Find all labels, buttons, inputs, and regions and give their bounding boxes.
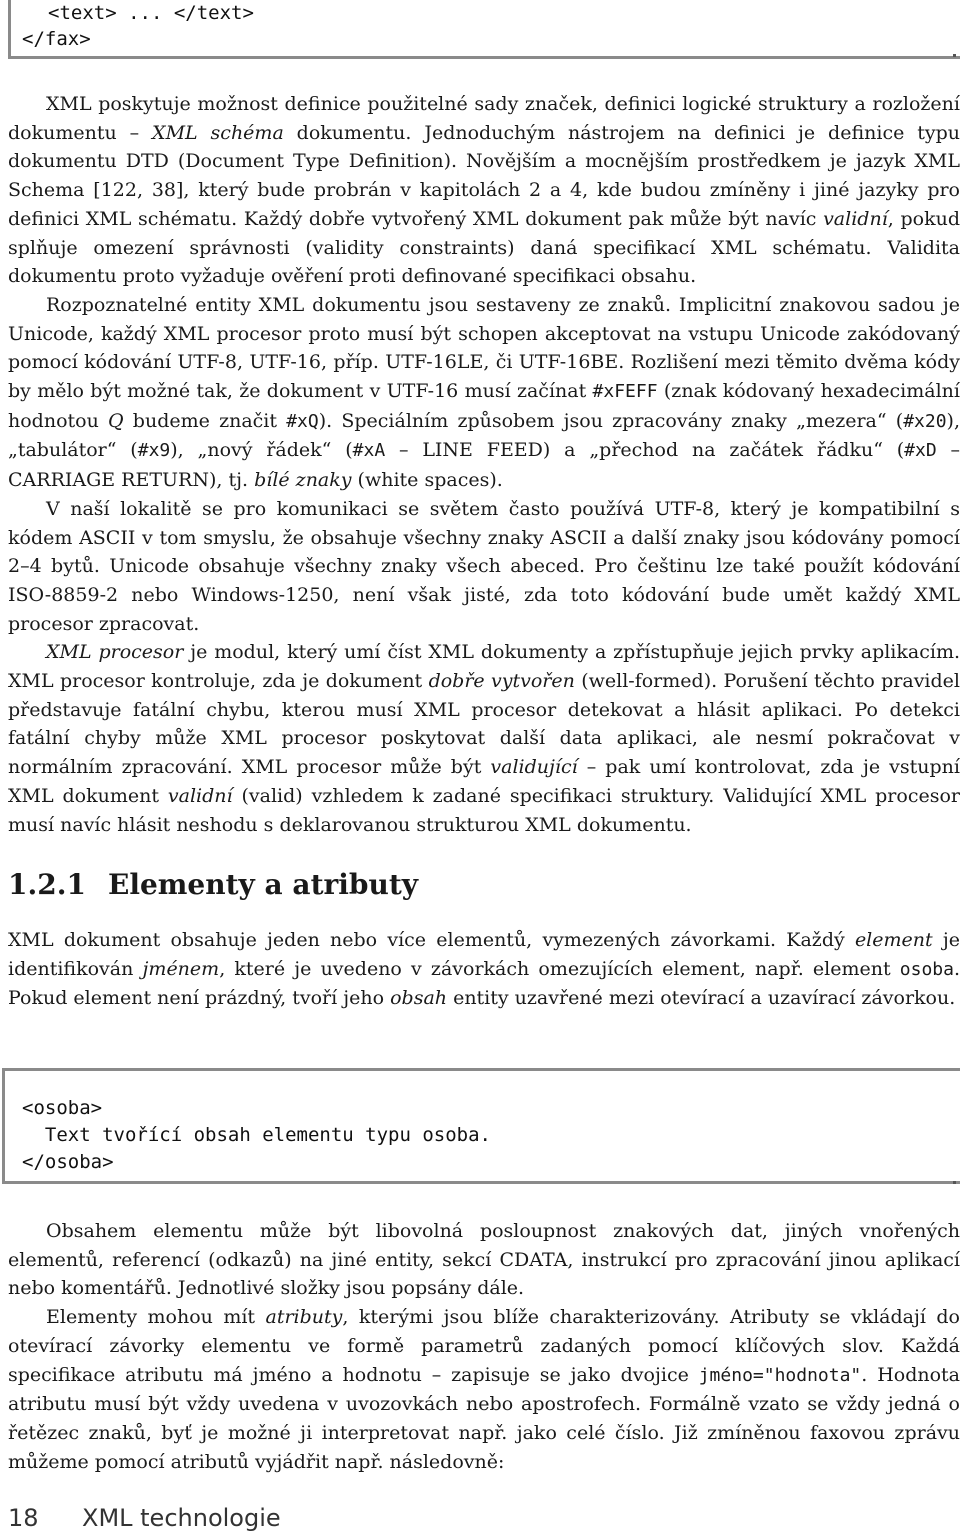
paragraph: XML dokument obsahuje jeden nebo více elementů, vymezených závorkami. Každý element je identifikován jménem, které je uvedeno v závorkách omezujících element, např. element osoba. Pokud element není prázdný, tvoří jeho obsah entity uzavřené mezi otevírací a uzavírací závorkou. (8, 929, 960, 1010)
paragraph: Elementy mohou mít atributy, kterými jsou blíže charakterizovány. Atributy se vkládají do otevírací závorky elementu ve formě parametrů zadaných pomocí klíčových slov. Každá specifikace atributu má jméno a hodnotu – zapisuje se jako dvojice jméno="hodnota". Hodnota atributu musí být vždy uvedena v uvozovkách nebo apostrofech. Formálně vzato se vždy jedná o řetězec znaků, byť je možné ji interpretovat např. jako celé číslo. Již zmíněnou faxovou zprávu můžeme pomocí atributů vyjádřit např. následovně: (8, 1306, 960, 1473)
body-text-lower (8, 1217, 960, 1476)
crop-mark (953, 1181, 956, 1184)
body-text-section (8, 926, 960, 1013)
code-line: Text tvořící obsah elementu typu osoba. (22, 1124, 491, 1146)
body-text-upper (8, 90, 960, 839)
section-title: Elementy a atributy (108, 868, 419, 901)
paragraph: XML poskytuje možnost definice použitelné sady značek, definici logické struktury a rozložení dokumentu – XML schéma dokumentu. Jednoduchým nástrojem na definici je definice typu dokumentu DTD (Document Type Definition). Novějším a mocnějším prostředkem je jazyk XML Schema [122, 38], který bude probrán v kapitolách 2 a 4, kde budou zmíněny i jiné jazyky pro definici XML schématu. Každý dobře vytvořený XML dokument pak může být navíc validní, pokud splňuje omezení správnosti (validity constraints) daná specifikací XML schématu. Validita dokumentu proto vyžaduje ověření proti definované specifikaci obsahu. (8, 93, 960, 288)
page-number: 18 (8, 1504, 39, 1532)
code-line: </fax> (22, 28, 91, 50)
section-number: 1.2.1 (8, 868, 86, 901)
section-heading (8, 868, 418, 901)
paragraph: Rozpoznatelné entity XML dokumentu jsou sestaveny ze znaků. Implicitní znakovou sadou je Unicode, každý XML procesor proto musí být schopen akceptovat na vstupu Unicode zakódovaný pomocí kódování UTF-8, UTF-16, příp. UTF-16LE, či UTF-16BE. Rozlišení mezi těmito dvěma kódy by mělo být možné tak, že dokument v UTF-16 musí začínat #xFEFF (znak kódovaný hexadecimální hodnotou Q budeme značit #xQ). Speciálním způsobem jsou zpracovány znaky „mezera“ (#x20), „tabulátor“ (#x9), „nový řádek“ (#xA – LINE FEED) a „přechod na začátek řádku“ (#xD – CARRIAGE RETURN), tj. bílé znaky (white spaces). (8, 293, 960, 492)
page-footer (8, 1504, 281, 1532)
paragraph: V naší lokalitě se pro komunikaci se světem často používá UTF-8, který je kompatibilní s kódem ASCII v tom smyslu, že obsahuje všechny znaky ASCII a další znaky jsou kódovány pomocí 2–4 bytů. Unicode obsahuje všechny znaky všech abeced. Pro češtinu lze také použít kódování ISO-8859-2 nebo Windows-1250, není však jisté, zda toto kódování bude umět každý XML procesor zpracovat. (8, 497, 960, 635)
paragraph: XML procesor je modul, který umí číst XML dokumenty a zpřístupňuje jejich prvky aplikacím. XML procesor kontroluje, zda je dokument dobře vytvořen (well-formed). Porušení těchto pravidel představuje fatální chybu, kterou musí XML procesor detekovat a hlásit aplikaci. Po detekci fatální chyby může XML procesor poskytovat další data aplikaci, ale nesmí pokračovat v normálním zpracování. XML procesor může být validující – pak umí kontrolovat, zda je vstupní XML dokument validní (valid) vzhledem k zadané specifikaci struktury. Validující XML procesor musí navíc hlásit neshodu s deklarovanou strukturou XML dokumentu. (8, 641, 960, 836)
code-line: </osoba> (22, 1151, 114, 1173)
code-line: <osoba> (22, 1097, 103, 1119)
paragraph: Obsahem elementu může být libovolná posloupnost znakových dat, jiných vnořených elementů, referencí (odkazů) na jiné entity, sekcí CDATA, instrukcí pro zpracování jinou aplikací nebo komentářů. Jednotlivé složky jsou popsány dále. (8, 1220, 960, 1300)
crop-mark (953, 54, 956, 57)
code-line: <text> ... </text> (48, 2, 254, 24)
running-title: XML technologie (82, 1504, 281, 1532)
